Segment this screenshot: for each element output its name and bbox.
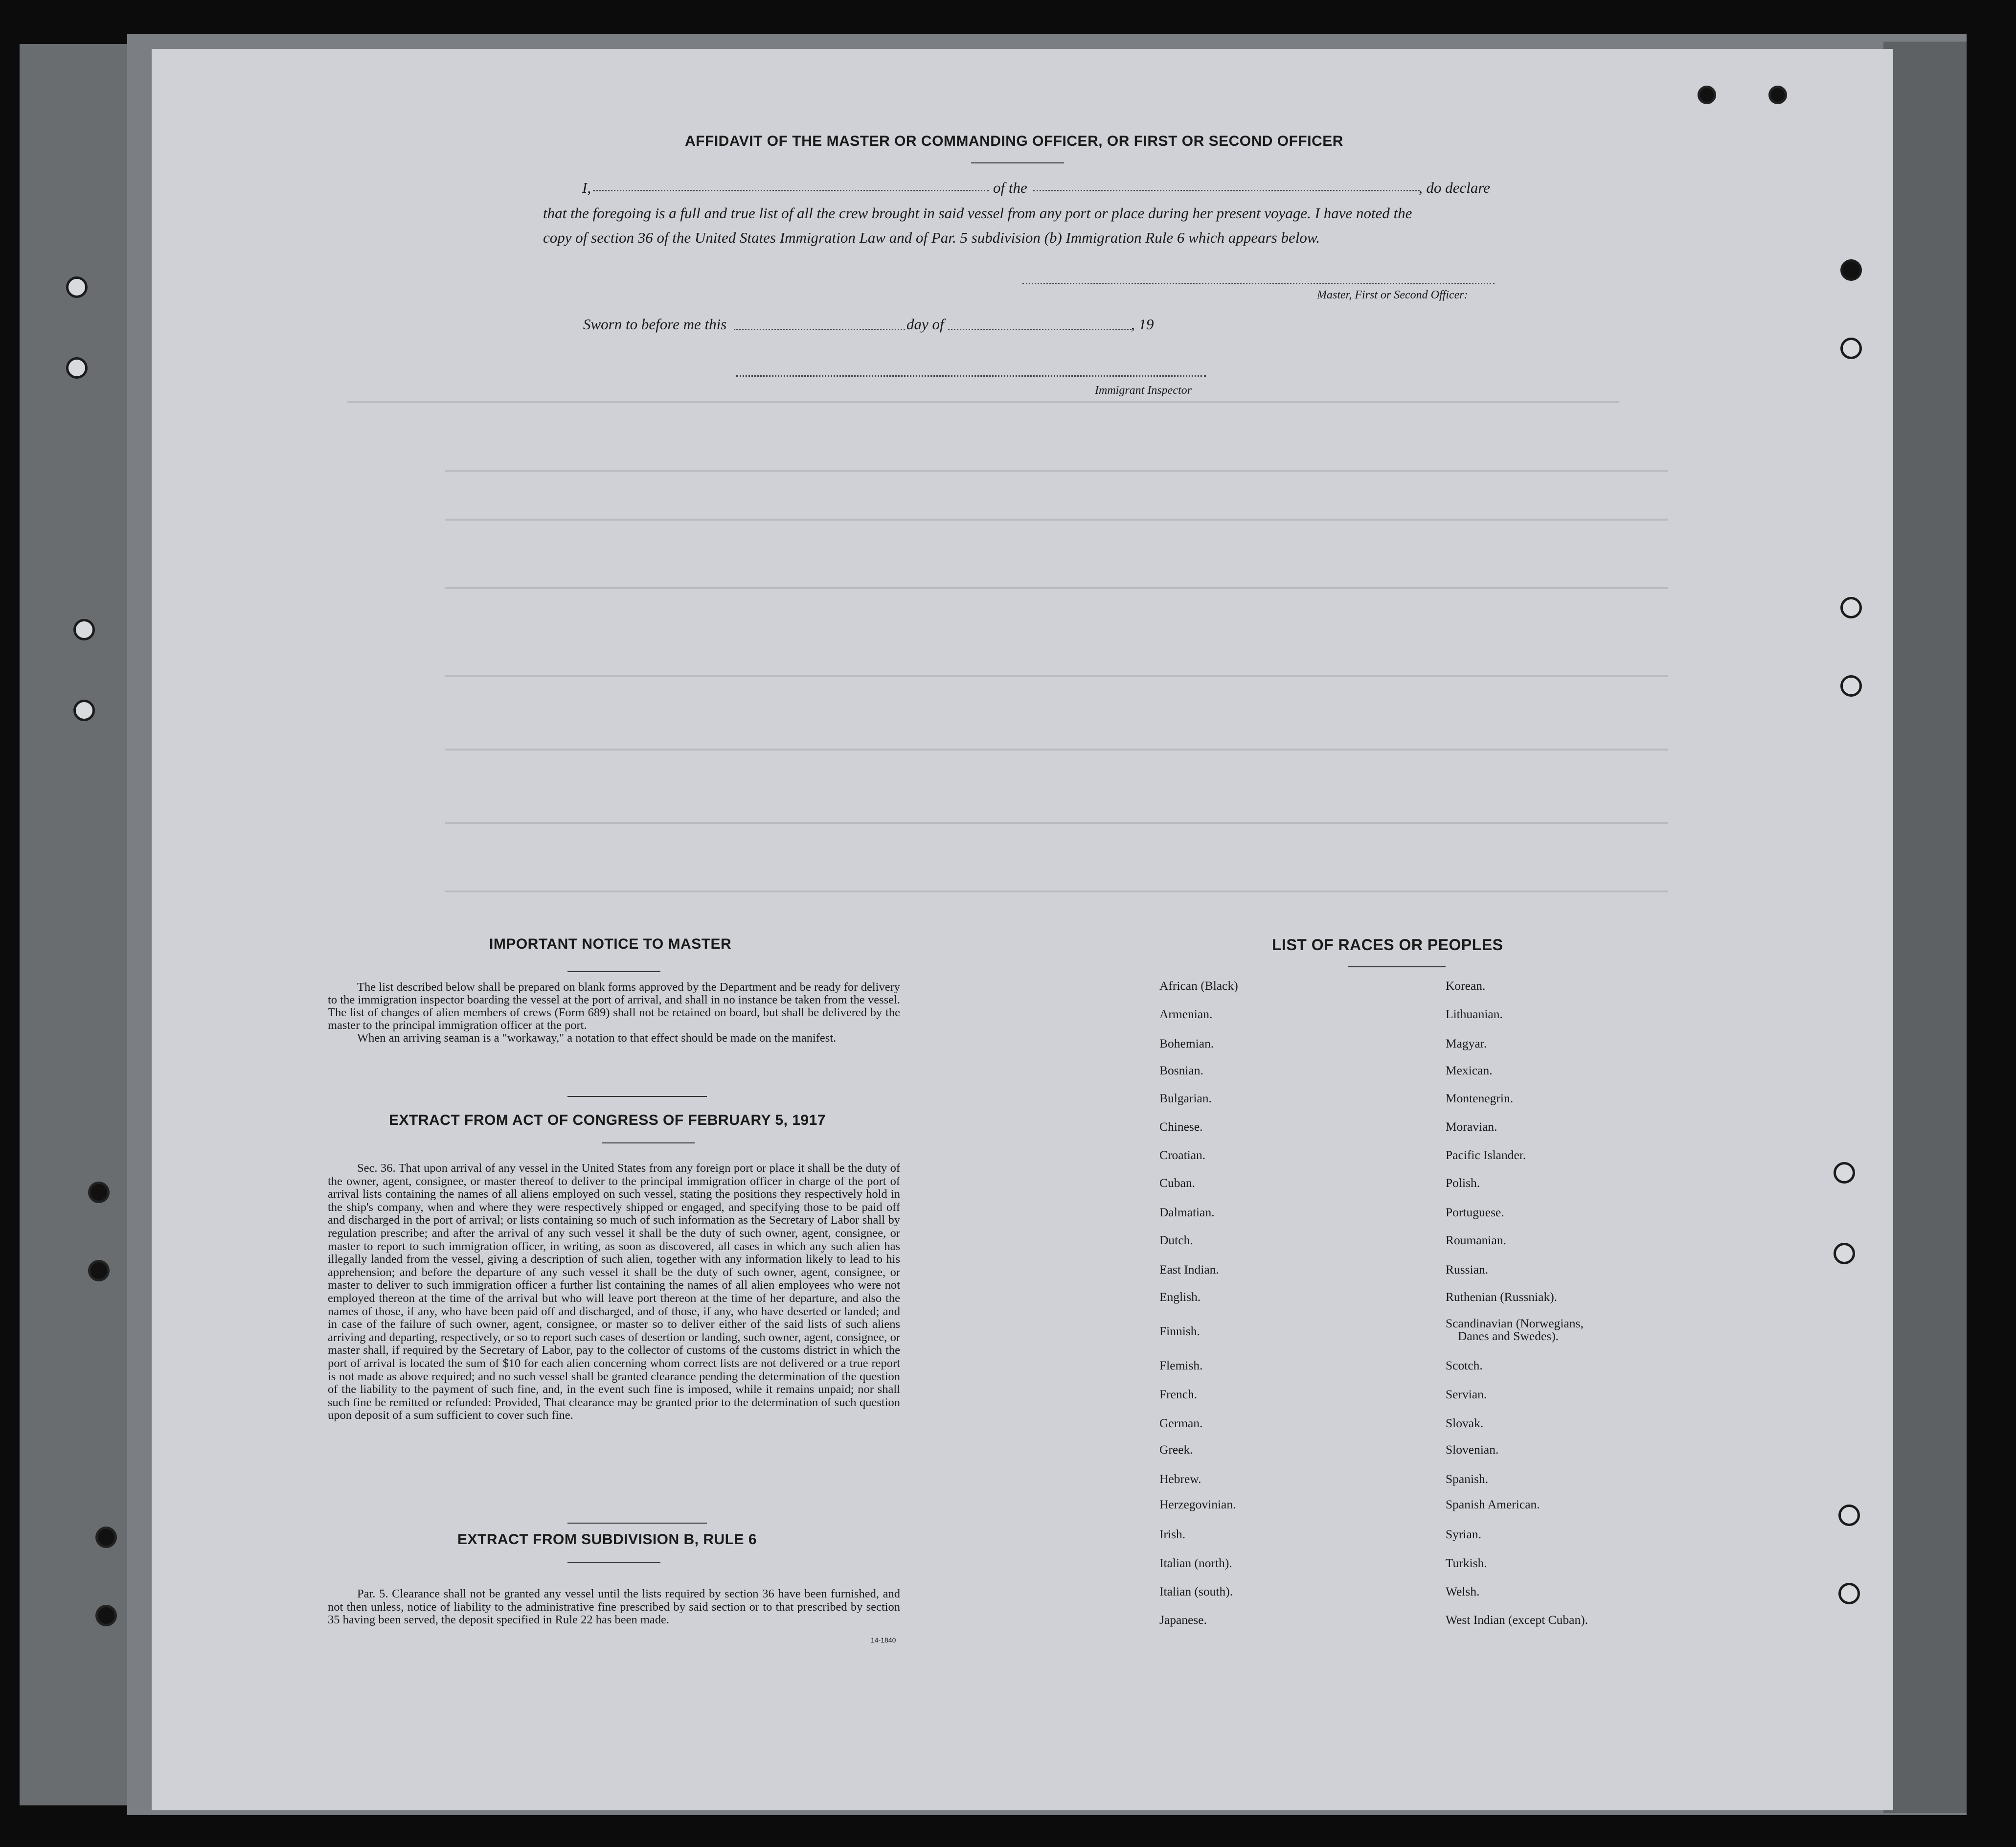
race-item: English. bbox=[1159, 1290, 1201, 1304]
binder-hole bbox=[1840, 338, 1862, 359]
binder-hole bbox=[88, 1182, 110, 1203]
race-item: Irish. bbox=[1159, 1527, 1186, 1541]
extract-rule-text bbox=[328, 1588, 900, 1627]
race-item: Korean. bbox=[1446, 979, 1486, 993]
race-item: Cuban. bbox=[1159, 1176, 1195, 1190]
divider bbox=[567, 971, 660, 972]
race-item: German. bbox=[1159, 1416, 1203, 1430]
notice-text bbox=[328, 981, 900, 1045]
race-item: Flemish. bbox=[1159, 1358, 1203, 1372]
divider bbox=[1348, 966, 1446, 967]
notice-paragraph-2: When an arriving seaman is a "workaway," a notation to that effect should be made on the manifest. bbox=[357, 1031, 837, 1045]
race-item: Croatian. bbox=[1159, 1148, 1206, 1162]
manifest-page bbox=[152, 49, 1893, 1810]
divider bbox=[971, 162, 1064, 163]
race-item: Portuguese. bbox=[1446, 1205, 1504, 1219]
sworn-day-of-label: day of bbox=[906, 316, 944, 333]
race-item: Russian. bbox=[1446, 1262, 1489, 1277]
race-item: Dalmatian. bbox=[1159, 1205, 1215, 1219]
binder-hole bbox=[73, 619, 95, 640]
master-signature-caption: Master, First or Second Officer: bbox=[1317, 289, 1468, 301]
divider bbox=[602, 1142, 695, 1143]
affidavit-line-2: that the foregoing is a full and true list of all the crew brought in said vessel from any port or place during her present voyage. I have noted the bbox=[543, 205, 1412, 222]
race-item: Dutch. bbox=[1159, 1233, 1193, 1247]
race-item: Polish. bbox=[1446, 1176, 1480, 1190]
race-item: Greek. bbox=[1159, 1442, 1193, 1457]
race-item: Spanish. bbox=[1446, 1472, 1489, 1486]
extract-act-text bbox=[328, 1162, 900, 1422]
race-item: Herzegovinian. bbox=[1159, 1497, 1236, 1511]
extract-rule-title: EXTRACT FROM SUBDIVISION B, RULE 6 bbox=[457, 1531, 757, 1548]
race-item: Pacific Islander. bbox=[1446, 1148, 1526, 1162]
divider bbox=[567, 1523, 707, 1524]
binder-hole bbox=[88, 1260, 110, 1281]
race-item: Slovenian. bbox=[1446, 1442, 1499, 1457]
race-item: Turkish. bbox=[1446, 1556, 1487, 1570]
binder-hole bbox=[1768, 86, 1787, 104]
binder-hole bbox=[73, 700, 95, 721]
race-item: Roumanian. bbox=[1446, 1233, 1506, 1247]
sworn-label: Sworn to before me this bbox=[583, 316, 727, 333]
vessel-field[interactable] bbox=[1033, 190, 1420, 191]
binder-hole bbox=[1698, 86, 1716, 104]
race-item: Italian (north). bbox=[1159, 1556, 1232, 1570]
race-item: Slovak. bbox=[1446, 1416, 1484, 1430]
binder-hole bbox=[95, 1605, 117, 1626]
race-item: Scandinavian (Norwegians, bbox=[1446, 1316, 1584, 1330]
race-item: Danes and Swedes). bbox=[1458, 1329, 1559, 1343]
affidavit-i-label: I, bbox=[582, 179, 591, 196]
race-item: Montenegrin. bbox=[1446, 1091, 1514, 1105]
race-item: Bohemian. bbox=[1159, 1036, 1214, 1050]
master-signature-line[interactable] bbox=[1022, 283, 1495, 284]
binder-hole bbox=[1840, 259, 1862, 281]
race-item: Welsh. bbox=[1446, 1584, 1480, 1598]
race-item: Chinese. bbox=[1159, 1119, 1203, 1134]
section-36-text: Sec. 36. That upon arrival of any vessel in the United States from any foreign port or place it shall be the duty of the owner, agent, consignee, or master thereof to deliver to the principal immigration officer in charge of the port of arrival lists containing the names of all aliens employed on such vessel, stating the positions they respectively hold in the ship's company, when and where they were respectively shipped or engaged, and specifying those to be paid off and discharged in the port of arrival; or lists containing so much of such information as the Secretary of Labor shall by regulation prescribe; and after the arrival of any such vessel it shall be the duty of such owner, agent, consignee, or master to report to such immigration officer, in writing, as soon as discovered, all cases in which any such alien has illegally landed from the vessel, giving a description of such alien, together with any information likely to lead to his apprehension; and before the departure of any such vessel it shall be the duty of such owner, agent, consignee, or master to deliver to such immigration officer a further list containing the names of all alien employees who were not employed thereon at the time of the arrival but who will leave port thereon at the time of her departure, and also the names of those, if any, who have been paid off and discharged, and of those, if any, who have deserted or landed; and in case of the failure of such owner, agent, consignee, or master so to deliver either of the said lists of such aliens arriving and departing, respectively, or so to report such cases of desertion or landing, such owner, agent, consignee, or master shall, if required by the Secretary of Labor, pay to the collector of customs of the customs district in which the port of arrival is located the sum of $10 for each alien concerning whom correct lists are not delivered or a true report is not made as above required; and no such vessel shall be granted clearance pending the determination of the question of the liability to the payment of such fine, and, in the event such fine is imposed, while it remains unpaid; nor shall such fine be remitted or refunded: Provided, That clearance may be granted prior to the determination of such question upon deposit of a sum sufficient to cover such fine. bbox=[328, 1162, 900, 1422]
sworn-month-field[interactable] bbox=[948, 329, 1132, 330]
race-item: Servian. bbox=[1446, 1387, 1487, 1401]
race-item: Bosnian. bbox=[1159, 1063, 1203, 1077]
races-title: LIST OF RACES OR PEOPLES bbox=[1272, 936, 1503, 954]
affidavit-declare-label: , do declare bbox=[1419, 179, 1491, 196]
binder-hole bbox=[66, 276, 88, 298]
race-item: Syrian. bbox=[1446, 1527, 1481, 1541]
binder-hole bbox=[66, 357, 88, 379]
race-item: Hebrew. bbox=[1159, 1472, 1201, 1486]
binder-hole bbox=[1840, 675, 1862, 697]
race-item: East Indian. bbox=[1159, 1262, 1219, 1277]
binder-hole bbox=[1838, 1505, 1860, 1526]
notice-paragraph-1: The list described below shall be prepared on blank forms approved by the Department and be ready for delivery to the immigration inspector boarding the vessel at the port of arrival, and shall in no instance be taken from the vessel. The list of changes of alien members of crews (Form 689) shall not be retained on board, but shall be delivered by the master to the principal immigration officer at the port. bbox=[328, 981, 900, 1032]
race-item: Moravian. bbox=[1446, 1119, 1497, 1134]
name-field[interactable] bbox=[593, 190, 989, 191]
form-number: 14-1840 bbox=[871, 1636, 896, 1644]
par-5-text: Par. 5. Clearance shall not be granted any vessel until the lists required by section 36 have been furnished, and not then unless, notice of liability to the administrative fine prescribed by said section or to that prescribed by section 35 having been served, the deposit specified in Rule 22 has been made. bbox=[328, 1587, 900, 1627]
binder-hole bbox=[1834, 1243, 1855, 1264]
race-item: African (Black) bbox=[1159, 979, 1238, 993]
binder-hole bbox=[95, 1527, 117, 1548]
race-item: Mexican. bbox=[1446, 1063, 1493, 1077]
race-item: Armenian. bbox=[1159, 1007, 1213, 1021]
race-item: Ruthenian (Russniak). bbox=[1446, 1290, 1558, 1304]
race-item: Finnish. bbox=[1159, 1324, 1200, 1338]
race-item: Bulgarian. bbox=[1159, 1091, 1212, 1105]
sworn-year-label: , 19 bbox=[1131, 316, 1154, 333]
divider bbox=[567, 1096, 707, 1097]
race-item: Italian (south). bbox=[1159, 1584, 1233, 1598]
race-item: West Indian (except Cuban). bbox=[1446, 1613, 1588, 1627]
divider bbox=[567, 1562, 660, 1563]
race-item: Japanese. bbox=[1159, 1613, 1207, 1627]
sworn-day-field[interactable] bbox=[734, 329, 905, 330]
binder-hole bbox=[1838, 1583, 1860, 1604]
inspector-signature-line[interactable] bbox=[736, 375, 1206, 377]
extract-act-title: EXTRACT FROM ACT OF CONGRESS OF FEBRUARY 5, 1917 bbox=[389, 1112, 826, 1128]
inspector-caption: Immigrant Inspector bbox=[1095, 384, 1192, 397]
race-item: Magyar. bbox=[1446, 1036, 1487, 1050]
binder-hole bbox=[1834, 1162, 1855, 1184]
affidavit-title: AFFIDAVIT OF THE MASTER OR COMMANDING OFFICER, OR FIRST OR SECOND OFFICER bbox=[685, 133, 1343, 149]
race-item: Spanish American. bbox=[1446, 1497, 1540, 1511]
affidavit-line-3: copy of section 36 of the United States Immigration Law and of Par. 5 subdivision (b) Immigration Rule 6 which appears below. bbox=[543, 229, 1320, 246]
race-item: Scotch. bbox=[1446, 1358, 1483, 1372]
sheet-edge bbox=[1883, 42, 1967, 1813]
race-item: Lithuanian. bbox=[1446, 1007, 1503, 1021]
binder-hole bbox=[1840, 597, 1862, 618]
notice-title: IMPORTANT NOTICE TO MASTER bbox=[489, 936, 732, 952]
race-item: French. bbox=[1159, 1387, 1198, 1401]
affidavit-of-the-label: of the bbox=[993, 179, 1027, 196]
